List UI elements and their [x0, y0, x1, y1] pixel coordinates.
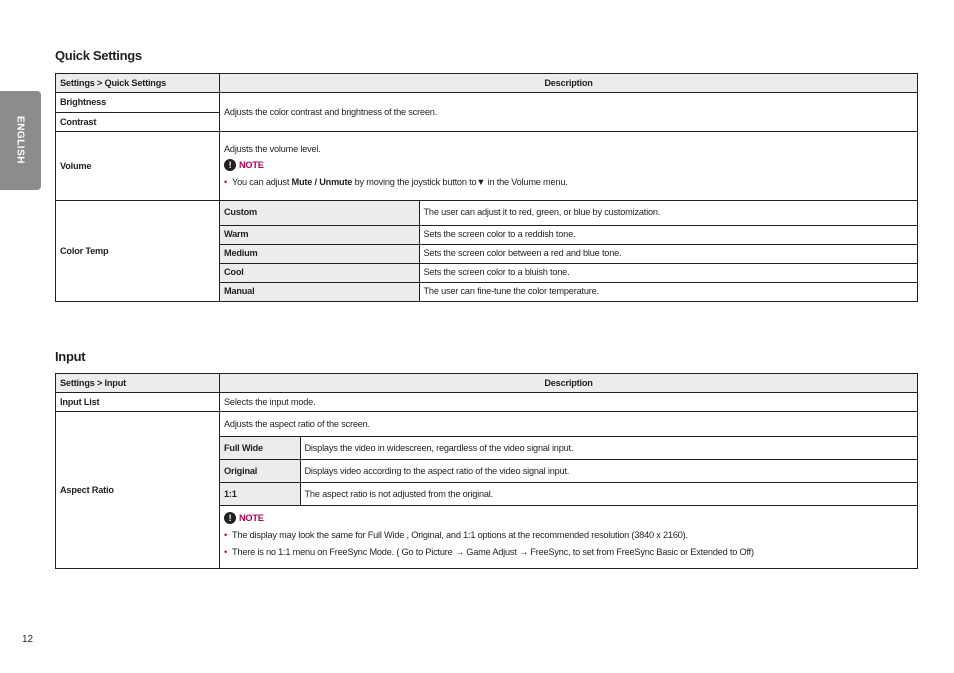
aspect-note-item	[224, 530, 913, 541]
color-temp-option-name: Custom	[220, 201, 419, 225]
volume-note-bold: Mute / Unmute	[291, 177, 353, 187]
down-arrow-icon: ▼	[476, 177, 486, 187]
bullet-icon: •	[224, 547, 228, 557]
volume-desc-cell	[220, 132, 918, 201]
volume-desc: Adjusts the volume level.	[224, 144, 321, 155]
page-number: 12	[22, 634, 34, 645]
aspect-option-row	[220, 483, 917, 506]
qs-col2-header: Description	[220, 74, 918, 93]
aspect-ratio-desc: Adjusts the aspect ratio of the screen.	[224, 419, 370, 430]
color-temp-option-desc: Sets the screen color between a red and blue tone.	[419, 244, 917, 263]
aspect-ratio-cell	[220, 412, 918, 569]
color-temp-option-name: Manual	[220, 282, 419, 301]
aspect-option-name: Full Wide	[220, 437, 300, 460]
color-temp-row	[220, 282, 917, 301]
aspect-option-name: 1:1	[220, 483, 300, 506]
bullet-icon: •	[224, 530, 228, 541]
color-temp-options-table	[220, 201, 917, 301]
aspect-note-text: There is no 1:1 menu on FreeSync Mode. ( Go to Picture → Game Adjust → FreeSync, to set from FreeSync Basic or Extended to Off)	[232, 547, 754, 557]
color-temp-option-name: Medium	[220, 244, 419, 263]
brightness-label: Brightness	[56, 93, 220, 113]
color-temp-option-desc: Sets the screen color to a reddish tone.	[419, 225, 917, 244]
color-temp-row	[220, 244, 917, 263]
aspect-ratio-label: Aspect Ratio	[56, 412, 220, 569]
color-temp-row	[220, 201, 917, 225]
note-label: NOTE	[239, 513, 264, 524]
note-label: NOTE	[239, 159, 264, 170]
input-title: Input	[55, 349, 86, 364]
volume-note-header	[224, 159, 913, 171]
aspect-options-table	[220, 436, 917, 506]
volume-note-prefix: You can adjust	[232, 177, 292, 187]
aspect-note	[220, 506, 917, 563]
aspect-option-row	[220, 437, 917, 460]
color-temp-options-cell	[220, 201, 918, 302]
color-temp-option-name: Warm	[220, 225, 419, 244]
volume-note-middle: by moving the joystick button to	[352, 177, 477, 187]
language-label: ENGLISH	[14, 116, 26, 164]
brightness-contrast-desc: Adjusts the color contrast and brightness of the screen.	[220, 93, 918, 132]
aspect-note-header	[224, 512, 913, 524]
aspect-option-desc: Displays the video in widescreen, regardless of the video signal input.	[300, 437, 917, 460]
color-temp-option-desc: Sets the screen color to a bluish tone.	[419, 263, 917, 282]
aspect-option-desc: Displays video according to the aspect ratio of the video signal input.	[300, 460, 917, 483]
volume-note	[224, 177, 913, 188]
input-col2-header: Description	[220, 374, 918, 393]
color-temp-option-name: Cool	[220, 263, 419, 282]
qs-col1-header: Settings > Quick Settings	[56, 74, 220, 93]
volume-label: Volume	[56, 132, 220, 201]
input-list-label: Input List	[56, 393, 220, 412]
quick-settings-title: Quick Settings	[55, 48, 142, 63]
exclamation-icon: !	[224, 159, 236, 171]
exclamation-icon: !	[224, 512, 236, 524]
input-col1-header: Settings > Input	[56, 374, 220, 393]
quick-settings-table	[55, 73, 918, 302]
aspect-note-text: The display may look the same for Full Wide , Original, and 1:1 options at the recommended resolution (3840 x 2160).	[232, 530, 688, 541]
color-temp-option-desc: The user can fine-tune the color temperature.	[419, 282, 917, 301]
aspect-option-name: Original	[220, 460, 300, 483]
contrast-label: Contrast	[56, 113, 220, 132]
color-temp-row	[220, 225, 917, 244]
volume-note-suffix: in the Volume menu.	[485, 177, 568, 187]
aspect-note-item	[224, 547, 913, 558]
bullet-icon: •	[224, 177, 228, 187]
color-temp-option-desc: The user can adjust it to red, green, or blue by customization.	[419, 201, 917, 225]
input-list-desc: Selects the input mode.	[220, 393, 918, 412]
input-table	[55, 373, 918, 569]
aspect-option-desc: The aspect ratio is not adjusted from the original.	[300, 483, 917, 506]
aspect-option-row	[220, 460, 917, 483]
language-tab	[0, 91, 41, 190]
color-temp-label: Color Temp	[56, 201, 220, 302]
color-temp-row	[220, 263, 917, 282]
